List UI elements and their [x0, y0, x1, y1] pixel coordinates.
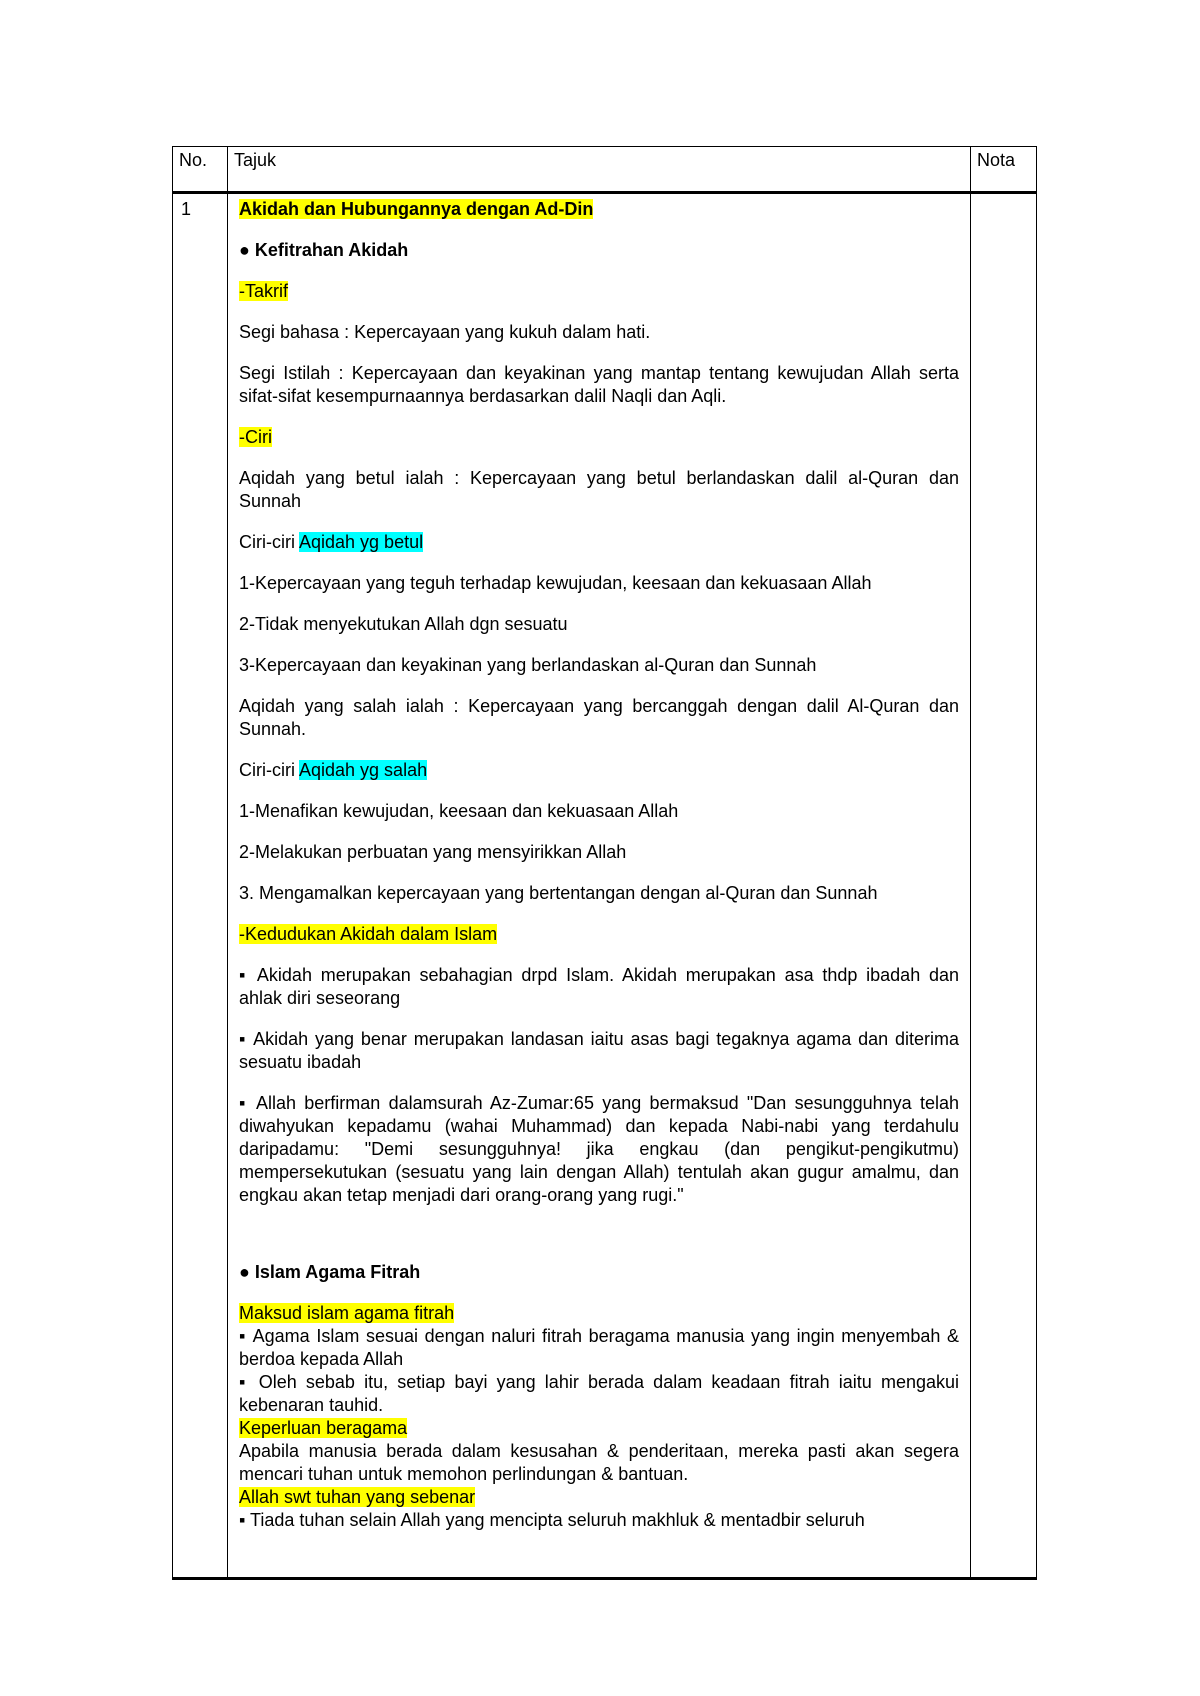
label-maksud: Maksud islam agama fitrah	[239, 1303, 455, 1323]
takrif-istilah: Segi Istilah : Kepercayaan dan keyakinan yang mantap tentang kewujudan Allah serta sifat-sifat kesempurnaannya berdasarkan dalil Naqli dan Aqli.	[239, 363, 959, 406]
label-takrif: -Takrif	[239, 281, 288, 301]
ciri-prefix-betul: Ciri-ciri	[239, 532, 299, 552]
spacer	[239, 1225, 959, 1261]
list-item: ▪ Tiada tuhan selain Allah yang mencipta seluruh makhluk & mentadbir seluruh	[239, 1510, 865, 1530]
ciri-prefix-salah: Ciri-ciri	[239, 760, 299, 780]
label-kedudukan: -Kedudukan Akidah dalam Islam	[239, 924, 498, 944]
header-tajuk: Tajuk	[228, 147, 971, 193]
nota-cell	[971, 193, 1037, 1579]
keperluan-text: Apabila manusia berada dalam kesusahan & penderitaan, mereka pasti akan segera mencari tuhan untuk memohon perlindungan & bantuan.	[239, 1441, 959, 1484]
label-keperluan: Keperluan beragama	[239, 1418, 408, 1438]
list-item: ▪ Akidah merupakan sebahagian drpd Islam. Akidah merupakan asa thdp ibadah dan ahlak diri seseorang	[239, 965, 959, 1008]
section-title-fitrah: Islam Agama Fitrah	[254, 1262, 421, 1282]
label-aqidah-salah: Aqidah yg salah	[299, 760, 428, 780]
list-item: 1-Kepercayaan yang teguh terhadap kewujudan, keesaan dan kekuasaan Allah	[239, 573, 872, 593]
label-aqidah-betul: Aqidah yg betul	[299, 532, 424, 552]
aqidah-betul-definition: Aqidah yang betul ialah : Kepercayaan yang betul berlandaskan dalil al-Quran dan Sunnah	[239, 468, 959, 511]
list-item: 2-Tidak menyekutukan Allah dgn sesuatu	[239, 614, 568, 634]
takrif-bahasa: Segi bahasa : Kepercayaan yang kukuh dalam hati.	[239, 322, 651, 342]
tajuk-cell	[228, 193, 971, 1579]
row-number: 1	[173, 193, 228, 1579]
list-item: ▪ Akidah yang benar merupakan landasan iaitu asas bagi tegaknya agama dan diterima sesuatu ibadah	[239, 1029, 959, 1072]
list-item: 1-Menafikan kewujudan, keesaan dan kekuasaan Allah	[239, 801, 679, 821]
header-no: No.	[173, 147, 228, 193]
list-item: 3. Mengamalkan kepercayaan yang bertentangan dengan al-Quran dan Sunnah	[239, 883, 878, 903]
list-item: ▪ Allah berfirman dalamsurah Az-Zumar:65 yang bermaksud "Dan sesungguhnya telah diwahyukan kepadamu (wahai Muhammad) dan kepada Nabi-nabi yang terdahulu daripadamu: "Demi sesungguhnya! jika engkau (dan pengikut-pengikutmu) mempersekutukan (sesuatu yang lain dengan Allah) tentulah akan gugur amalmu, dan engkau akan tetap menjadi dari orang-orang yang rugi."	[239, 1093, 959, 1205]
list-item: 2-Melakukan perbuatan yang mensyirikkan Allah	[239, 842, 627, 862]
table-row	[173, 193, 1037, 1579]
header-nota: Nota	[971, 147, 1037, 193]
aqidah-salah-definition: Aqidah yang salah ialah : Kepercayaan yang bercanggah dengan dalil Al-Quran dan Sunnah.	[239, 696, 959, 739]
list-item: ▪ Oleh sebab itu, setiap bayi yang lahir berada dalam keadaan fitrah iaitu mengakui kebenaran tauhid.	[239, 1372, 959, 1415]
list-item: 3-Kepercayaan dan keyakinan yang berlandaskan al-Quran dan Sunnah	[239, 655, 817, 675]
label-ciri: -Ciri	[239, 427, 272, 447]
section-title-kefitrahan: Kefitrahan Akidah	[254, 240, 409, 260]
label-allah: Allah swt tuhan yang sebenar	[239, 1487, 476, 1507]
bullet-icon: ●	[239, 240, 250, 260]
topic-title: Akidah dan Hubungannya dengan Ad-Din	[239, 199, 594, 219]
notes-table	[172, 146, 1037, 1580]
bullet-icon: ●	[239, 1262, 250, 1282]
header-row	[173, 147, 1037, 193]
list-item: ▪ Agama Islam sesuai dengan naluri fitrah beragama manusia yang ingin menyembah & berdoa kepada Allah	[239, 1326, 959, 1369]
